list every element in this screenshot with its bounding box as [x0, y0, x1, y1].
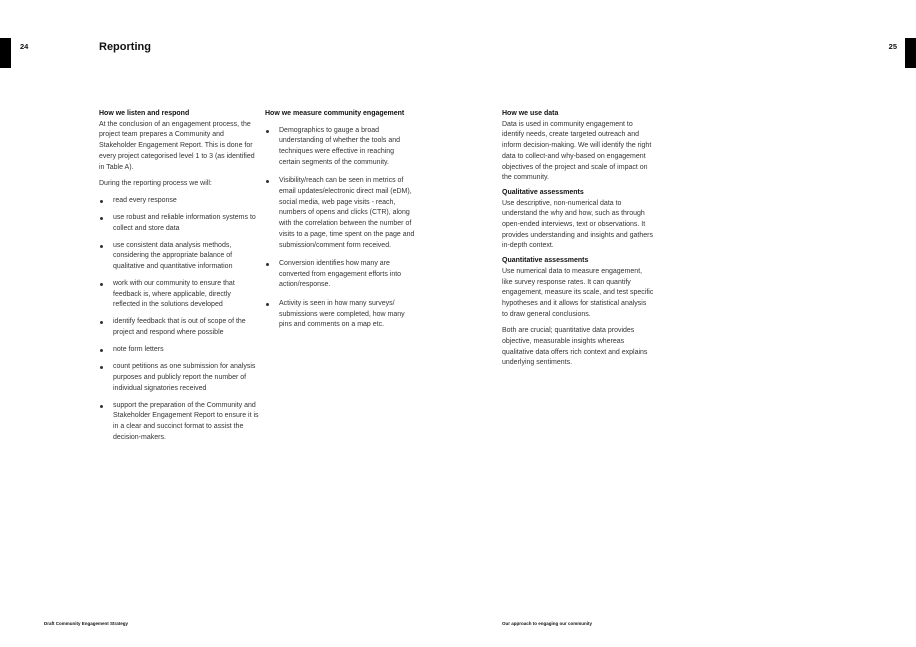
measure-engagement-heading: How we measure community engagement — [265, 110, 405, 117]
list-item: use robust and reliable information systems to collect and store data — [99, 213, 259, 234]
measure-bullet-list — [265, 126, 415, 331]
qualitative-text: Use descriptive, non-numerical data to understand the why and how, such as through open-ended interviews, text or observations. It provides understanding and insights and gathers in-depth context. — [502, 199, 653, 250]
list-item: Conversion identifies how many are converted from engagement efforts into action/response. — [265, 259, 415, 291]
use-data-intro: Data is used in community engagement to identify needs, create targeted outreach and inform decision-making. We will identify the right data to collect-and why-based on engagement objectives of the project and scale of impact on the community. — [502, 120, 652, 182]
list-item: note form letters — [99, 345, 259, 356]
list-item: Visibility/reach can be seen in metrics of email updates/electronic direct mail (eDM), social media, web page visits - reach, numbers of opens and clicks (CTR), along with the correlation between the number of visits to a page, time spent on the page and submission/comment form received. — [265, 176, 415, 251]
list-item: support the preparation of the Community and Stakeholder Engagement Report to ensure it is in a clear and succinct format to assist the decision-makers. — [99, 401, 259, 444]
page-edge-tab-left — [0, 38, 11, 68]
list-item: read every response — [99, 196, 259, 207]
page-edge-tab-right — [905, 38, 916, 68]
list-item: use consistent data analysis methods, considering the appropriate balance of qualitative and quantitative information — [99, 241, 259, 273]
list-item: identify feedback that is out of scope of the project and respond where possible — [99, 317, 259, 338]
list-item: Activity is seen in how many surveys/ submissions were completed, how many pins and comments on a map etc. — [265, 299, 415, 331]
list-item: Demographics to gauge a broad understanding of whether the tools and techniques were effective in reaching certain segments of the community. — [265, 126, 415, 169]
use-data-heading: How we use data — [502, 110, 559, 117]
quantitative-heading: Quantitative assessments — [502, 257, 589, 265]
list-item: count petitions as one submission for analysis purposes and publicly report the number of individual signatories received — [99, 362, 259, 394]
quantitative-text: Use numerical data to measure engagement, like survey response rates. It can quantify engagement, measure its scale, and test specific hypotheses and it allows for statistical analysis to draw general conclusions. — [502, 267, 654, 318]
listen-respond-intro: At the conclusion of an engagement process, the project team prepares a Community and Stakeholder Engagement Report. This is done for every project categorised level 1 to 3 (as identified in Table A). — [99, 120, 255, 171]
qualitative-heading: Qualitative assessments — [502, 188, 584, 196]
reporting-bullet-list — [99, 196, 259, 443]
footer-right: Our approach to engaging our community — [502, 621, 593, 626]
page-number-left: 24 — [20, 42, 29, 51]
reporting-lead: During the reporting process we will: — [99, 180, 212, 188]
use-data-column — [502, 109, 654, 375]
measure-engagement-column — [265, 109, 415, 339]
listen-respond-column — [99, 109, 259, 450]
closing-text: Both are crucial; quantitative data provides objective, measurable insights whereas qualitative data offers rich context and explains underlying sentiments. — [502, 327, 648, 367]
page-number-right: 25 — [888, 42, 897, 51]
listen-respond-heading: How we listen and respond — [99, 110, 190, 117]
list-item: work with our community to ensure that feedback is, where applicable, directly reflected in the solutions developed — [99, 279, 259, 311]
section-title: Reporting — [99, 41, 151, 53]
footer-left: Draft Community Engagement Strategy — [44, 621, 129, 626]
